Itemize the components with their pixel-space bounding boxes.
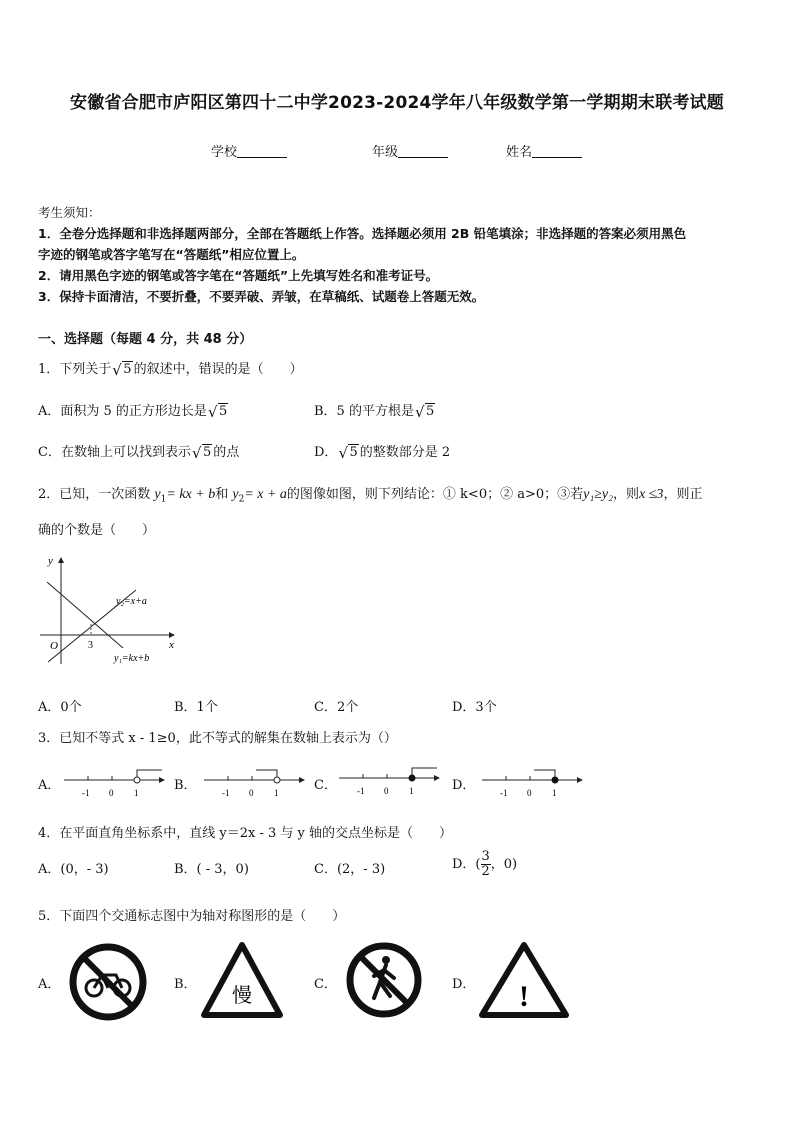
grade-blank[interactable]	[398, 145, 448, 158]
section-title: 一、选择题（每题 4 分，共 48 分）	[38, 332, 253, 347]
svg-text:1: 1	[274, 788, 279, 798]
question-5-stem: 5．下面四个交通标志图中为轴对称图形的是（ ）	[38, 909, 346, 924]
q3-number-line-d	[478, 766, 588, 800]
svg-text:0: 0	[384, 786, 389, 796]
svg-text:1: 1	[552, 788, 557, 798]
question-3-stem: 3．已知不等式 x - 1≥0，此不等式的解集在数轴上表示为（）	[38, 731, 397, 746]
q1-option-c[interactable]: C．在数轴上可以找到表示√ 5 的点	[38, 441, 239, 460]
line-y1-label: y₁=kx+b	[114, 653, 150, 664]
q3-number-line-a	[60, 766, 170, 800]
q2-option-d[interactable]: D．3个	[452, 700, 497, 715]
notice-heading: 考生须知：	[38, 205, 101, 220]
name-blank[interactable]	[532, 145, 582, 158]
q4-option-d[interactable]: D．( $\frac{3}{2}$ ，0)	[452, 849, 518, 879]
school-label: 学校	[211, 145, 238, 160]
svg-text:-1: -1	[500, 788, 508, 798]
q5-option-d-letter[interactable]: D．	[452, 977, 476, 992]
name-label: 姓名	[506, 145, 533, 160]
no-bicycle-sign-icon	[68, 942, 148, 1022]
name-field[interactable]	[506, 141, 582, 160]
slow-sign-icon	[200, 940, 284, 1020]
warning-sign-icon	[478, 940, 570, 1020]
q1-option-b[interactable]: B．5 的平方根是√ 5	[314, 400, 436, 419]
q4-option-c[interactable]: C．(2，- 3)	[314, 862, 386, 877]
svg-text:0: 0	[109, 788, 114, 798]
q3-option-a-letter[interactable]: A．	[38, 778, 61, 793]
q2-option-a[interactable]: A．0个	[38, 700, 82, 715]
grade-label: 年级	[372, 145, 399, 160]
q3-option-b-letter[interactable]: B．	[174, 778, 197, 793]
question-2-stem-cont: 确的个数是（ ）	[38, 523, 156, 538]
q3-number-line-b	[200, 766, 310, 800]
question-1-stem: 1．下列关于√ 5 的叙述中，错误的是（ ）	[38, 358, 303, 377]
q2-option-b[interactable]: B．1个	[174, 700, 218, 715]
q4-option-a[interactable]: A．(0，- 3)	[38, 862, 109, 877]
q3-option-d-letter[interactable]: D．	[452, 778, 476, 793]
line-y1	[47, 582, 123, 648]
grade-field[interactable]	[372, 141, 448, 160]
sqrt5: √ 5	[112, 362, 132, 377]
q1-option-a[interactable]: A．面积为 5 的正方形边长是√ 5	[38, 400, 229, 419]
svg-text:1: 1	[134, 788, 139, 798]
question-2-stem: 2．已知，一次函数 $y_1=$ kx + b和 $y_2= x + a$的图像如图，则下列结论：① k<0；② a>0；③若y₁≥y₂，则x ≤3，则正	[38, 487, 703, 505]
svg-text:0: 0	[249, 788, 254, 798]
svg-text:-1: -1	[222, 788, 230, 798]
tick-label-3: 3	[88, 640, 93, 651]
school-field[interactable]	[211, 141, 287, 160]
q3-option-c-letter[interactable]: C．	[314, 778, 337, 793]
line-y2-label: y₂=x+a	[116, 596, 147, 607]
svg-text:慢: 慢	[232, 985, 252, 1007]
svg-text:-1: -1	[357, 786, 365, 796]
notice-item-1-cont: 字迹的钢笔或答字笔写在“答题纸”相应位置上。	[38, 247, 305, 262]
q5-option-c-letter[interactable]: C．	[314, 977, 337, 992]
q1-option-d[interactable]: D．√ 5 的整数部分是 2	[314, 441, 450, 460]
no-pedestrian-sign-icon	[344, 940, 424, 1020]
q5-option-a-letter[interactable]: A．	[38, 977, 61, 992]
svg-text:-1: -1	[82, 788, 90, 798]
x-axis-label: x	[169, 639, 174, 651]
svg-text:1: 1	[409, 786, 414, 796]
notice-item-2: 2．请用黑色字迹的钢笔或答字笔在“答题纸”上先填写姓名和准考证号。	[38, 268, 439, 283]
svg-text:!: !	[519, 980, 529, 1013]
q3-number-line-c	[335, 764, 445, 798]
question-4-stem: 4．在平面直角坐标系中，直线 y＝2x - 3 与 y 轴的交点坐标是（ ）	[38, 826, 453, 841]
notice-item-3: 3．保持卡面清洁，不要折叠，不要弄破、弄皱，在草稿纸、试题卷上答题无效。	[38, 289, 485, 304]
svg-text:0: 0	[527, 788, 532, 798]
q4-option-b[interactable]: B．( - 3，0)	[174, 862, 249, 877]
q2-option-c[interactable]: C．2个	[314, 700, 359, 715]
y-axis-label: y	[48, 555, 53, 567]
q5-option-b-letter[interactable]: B．	[174, 977, 197, 992]
q2-graph	[36, 552, 186, 670]
notice-item-1: 1．全卷分选择题和非选择题两部分，全部在答题纸上作答。选择题必须用 2B 铅笔填涂；非选择题的答案必须用黑色	[38, 226, 687, 241]
school-blank[interactable]	[237, 145, 287, 158]
origin-label: O	[50, 640, 58, 652]
page-title: 安徽省合肥市庐阳区第四十二中学2023-2024学年八年级数学第一学期期末联考试题	[70, 93, 724, 113]
